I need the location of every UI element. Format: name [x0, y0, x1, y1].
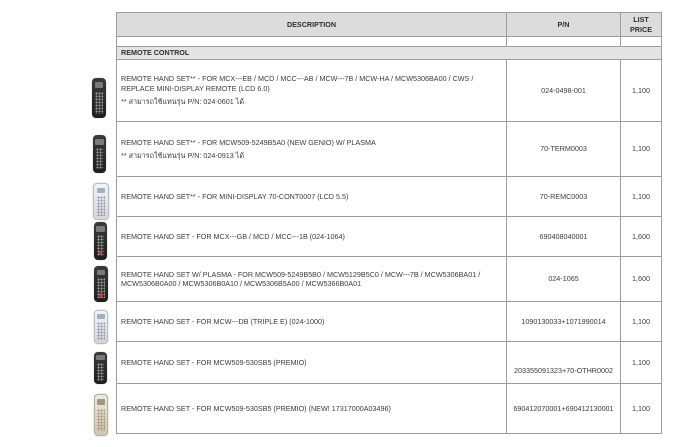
- row-description: REMOTE HAND SET** - FOR MINI-DISPLAY 70-CONT0007 (LCD 5.5): [121, 191, 349, 201]
- header-description: DESCRIPTION: [117, 13, 507, 37]
- table-row: [117, 302, 662, 342]
- table-row: [117, 384, 662, 434]
- row-description: REMOTE HAND SET - FOR MCX---GB / MCD / MCC---1B (024-1064): [121, 231, 345, 241]
- row-description: REMOTE HAND SET** - FOR MCX---EB / MCD / MCC---AB / MCW---7B / MCW-HA / MCW5306BA00 / CWS / REPLACE MINI-DISPLAY REMOTE (LCD 6.0): [121, 74, 474, 93]
- row-description: REMOTE HAND SET** - FOR MCW509-5249B5A0 (NEW GENIO) W/ PLASMA: [121, 137, 376, 147]
- table-row: [117, 257, 662, 302]
- row-part-number: 1090130033+1071990014: [507, 302, 621, 342]
- row-description-cell: [117, 177, 507, 217]
- table-row: [117, 122, 662, 177]
- price-list-table: [116, 12, 662, 434]
- row-note: ** สามารถใช้แทนรุ่น P/N: 024-0601 ได้: [121, 97, 245, 107]
- row-price: 1,100: [621, 60, 662, 122]
- table-row: [117, 60, 662, 122]
- row-description: REMOTE HAND SET - FOR MCW509-530SB5 (PREMIO) (NEW! 17317000A03496): [121, 403, 391, 413]
- row-part-number: 70-REMC0003: [507, 177, 621, 217]
- row-description-cell: [117, 122, 507, 177]
- remote-image-2: [93, 135, 106, 173]
- row-part-number: 690412070001+690412130001: [507, 384, 621, 434]
- row-description-cell: [117, 384, 507, 434]
- row-price: 1,100: [621, 342, 662, 384]
- remote-image-4: [94, 222, 107, 260]
- row-description-cell: [117, 302, 507, 342]
- table-header: [117, 13, 662, 37]
- section-title: REMOTE CONTROL: [117, 47, 662, 60]
- table-row: [117, 177, 662, 217]
- row-description: REMOTE HAND SET - FOR MCW509-530SB5 (PREMIO): [121, 357, 307, 367]
- row-note: ** สามารถใช้แทนรุ่น P/N: 024-0913 ได้: [121, 151, 245, 160]
- row-part-number: 024-0498-001: [507, 60, 621, 122]
- row-part-number: 70-TERM0003: [507, 122, 621, 177]
- row-price: 1,100: [621, 384, 662, 434]
- remote-image-8: [94, 394, 108, 436]
- row-description-cell: [117, 257, 507, 302]
- row-description: REMOTE HAND SET W/ PLASMA - FOR MCW509-5249B5B0 / MCW5129B5C0 / MCW---7B / MCW5306BA01 / MCW5306B0A00 / MCW5306B0A10 / MCW5306B5A00 / MCW5366B0A01: [121, 269, 481, 288]
- row-price: 1,600: [621, 257, 662, 302]
- row-price: 1,100: [621, 302, 662, 342]
- row-part-number: 203355091323+70-OTHR0002: [507, 342, 621, 384]
- row-part-number: 690408040001: [507, 217, 621, 257]
- remote-image-3: [93, 183, 109, 220]
- remote-image-7: [94, 352, 107, 384]
- row-description-cell: [117, 342, 507, 384]
- row-description-cell: [117, 217, 507, 257]
- table-row: [117, 217, 662, 257]
- row-price: 1,100: [621, 177, 662, 217]
- row-price: 1,100: [621, 122, 662, 177]
- row-part-number: 024-1065: [507, 257, 621, 302]
- header-price: LIST PRICE: [621, 13, 662, 37]
- row-description: REMOTE HAND SET - FOR MCW---DB (TRIPLE E) (024-1000): [121, 316, 325, 326]
- header-pn: P/N: [507, 13, 621, 37]
- remote-image-1: [92, 78, 106, 118]
- row-price: 1,600: [621, 217, 662, 257]
- remote-image-5: [94, 266, 108, 302]
- table-row: [117, 342, 662, 384]
- section-row: [117, 47, 662, 60]
- remote-image-6: [94, 310, 108, 344]
- row-description-cell: [117, 60, 507, 122]
